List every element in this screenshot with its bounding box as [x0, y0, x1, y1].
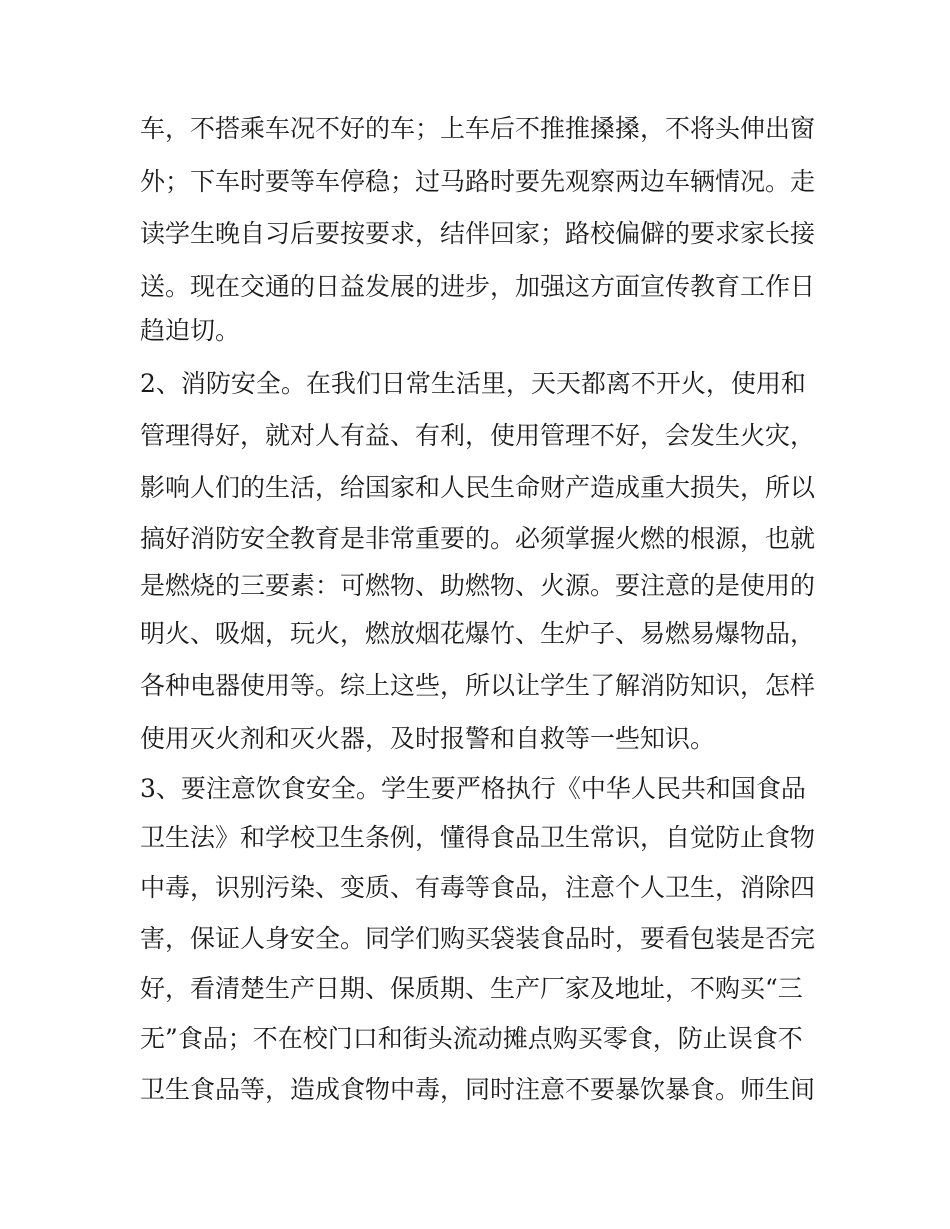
text-line: 是燃烧的三要素：可燃物、助燃物、火源。要注意的是使用的 — [140, 571, 816, 600]
text-line: 趋迫切。 — [140, 316, 241, 345]
text-line: 2、消防安全。在我们日常生活里，天天都离不开火，使用和 — [140, 369, 806, 398]
text-line: 害，保证人身安全。同学们购买袋装食品时，要看包装是否完 — [140, 924, 816, 953]
text-line: 车，不搭乘车况不好的车；上车后不推推搡搡，不将头伸出窗 — [140, 114, 816, 143]
text-line: 各种电器使用等。综上这些，所以让学生了解消防知识，怎样 — [140, 671, 816, 700]
text-line: 读学生晚自习后要按要求，结伴回家；路校偏僻的要求家长接 — [140, 219, 816, 248]
text-line: 送。现在交通的日益发展的进步，加强这方面宣传教育工作日 — [140, 272, 816, 301]
text-line: 外；下车时要等车停稳；过马路时要先观察两边车辆情况。走 — [140, 167, 816, 196]
text-line: 搞好消防安全教育是非常重要的。必须掌握火燃的根源，也就 — [140, 524, 816, 553]
text-line: 影响人们的生活，给国家和人民生命财产造成重大损失，所以 — [140, 473, 816, 502]
text-line: 卫生法》和学校卫生条例，懂得食品卫生常识，自觉防止食物 — [140, 823, 816, 852]
text-line: 明火、吸烟，玩火，燃放烟花爆竹、生炉子、易燃易爆物品， — [140, 619, 816, 648]
text-line: 好，看清楚生产日期、保质期、生产厂家及地址，不购买“三 — [140, 974, 803, 1003]
text-line: 无”食品；不在校门口和街头流动摊点购买零食，防止误食不 — [140, 1024, 803, 1053]
text-line: 中毒，识别污染、变质、有毒等食品，注意个人卫生，消除四 — [140, 873, 816, 902]
text-line: 3、要注意饮食安全。学生要严格执行《中华人民共和国食品 — [140, 774, 806, 803]
text-line: 卫生食品等，造成食物中毒，同时注意不要暴饮暴食。师生间 — [140, 1075, 816, 1104]
text-line: 管理得好，就对人有益、有利，使用管理不好，会发生火灾， — [140, 421, 816, 450]
text-line: 使用灭火剂和灭火器，及时报警和自救等一些知识。 — [140, 724, 716, 753]
